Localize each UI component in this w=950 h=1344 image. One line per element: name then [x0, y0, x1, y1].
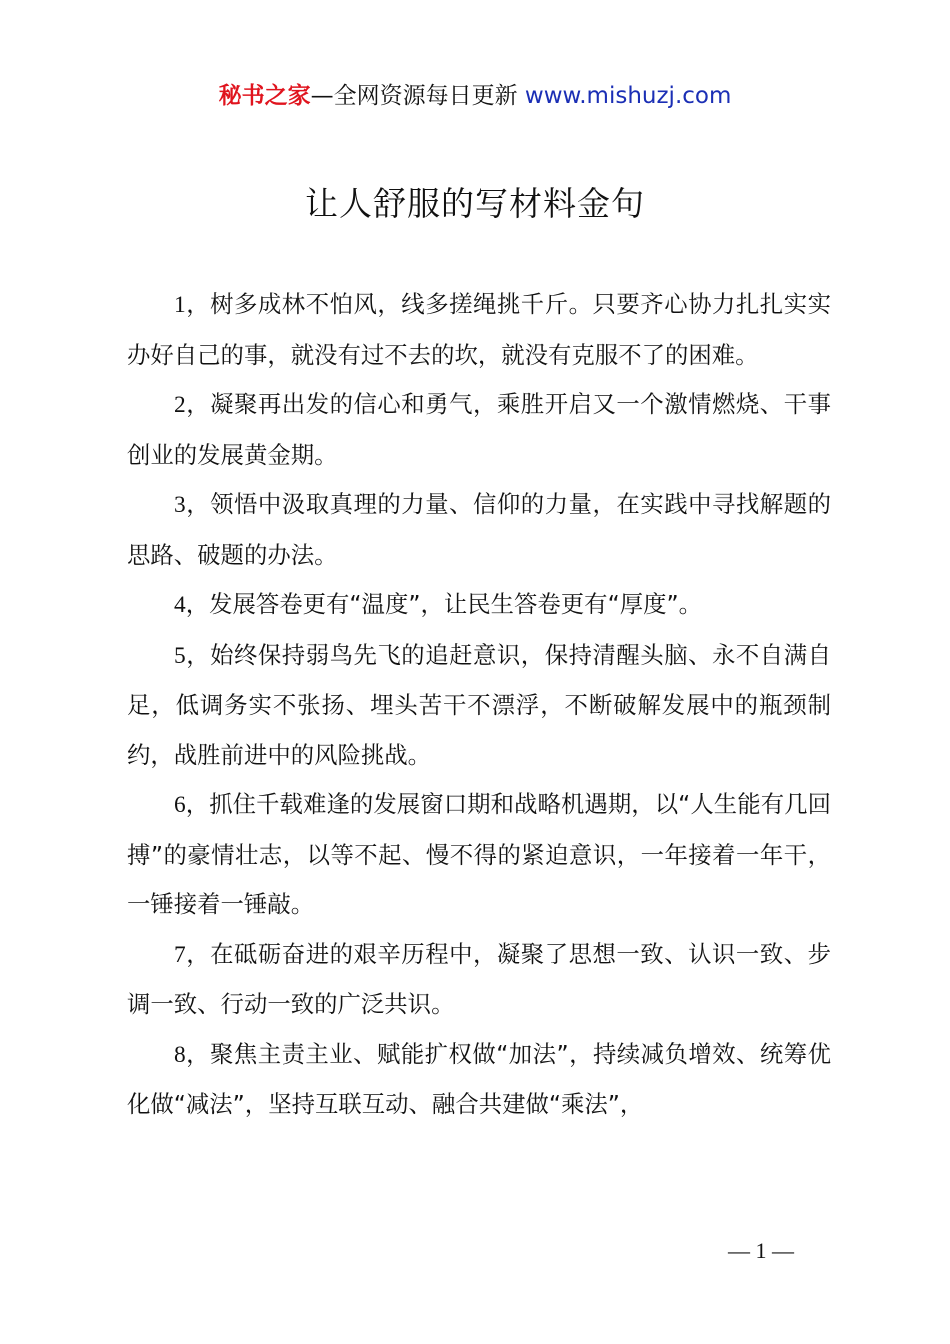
paragraph-text: ，始终保持弱鸟先飞的追赶意识，保持清醒头脑、永不自满自足，低调务实不张扬、埋头苦干不漂浮，不断破解发展中的瓶颈制约，战胜前进中的风险挑战。 [127, 640, 831, 769]
paragraph-text: ，抓住千载难逢的发展窗口期和战略机遇期，以“人生能有几回搏”的豪情壮志，以等不起、慢不得的紧迫意识，一年接着一年干，一锤接着一锤敲。 [127, 790, 831, 918]
paragraph-text: ，发展答卷更有“温度”，让民生答卷更有“厚度”。 [185, 590, 702, 618]
paragraph-number: 7 [174, 941, 186, 968]
document-title: 让人舒服的写材料金句 [305, 184, 645, 223]
paragraph-number: 2 [174, 392, 186, 418]
paragraph-text: ，在砥砺奋进的艰辛历程中，凝聚了思想一致、认识一致、步调一致、行动一致的广泛共识。 [127, 939, 831, 1018]
paragraph-text: ，凝聚再出发的信心和勇气，乘胜开启又一个激情燃烧、干事创业的发展黄金期。 [127, 390, 831, 469]
paragraph [127, 930, 831, 1030]
paragraph-number: 5 [174, 642, 186, 669]
paragraph-text: ，领悟中汲取真理的力量、信仰的力量，在实践中寻找解题的思路、破题的办法。 [127, 490, 831, 569]
paragraph [127, 780, 831, 930]
paragraph [127, 280, 831, 380]
document-body [127, 280, 831, 1130]
brand-name: 秘书之家 [218, 83, 311, 109]
paragraph [127, 631, 831, 781]
paragraph-number: 1 [174, 292, 186, 318]
site-url[interactable]: www.mishuzj.com [524, 83, 732, 109]
paragraph [127, 1030, 831, 1130]
paragraph [127, 480, 831, 580]
paragraph-text: ，聚焦主责主业、赋能扩权做“加法”，持续减负增效、统筹优化做“减法”，坚持互联互动、融合共建做“乘法”， [127, 1039, 831, 1118]
paragraph-number: 8 [174, 1041, 186, 1068]
paragraph-text: ，树多成林不怕风，线多搓绳挑千斤。只要齐心协力扎扎实实办好自己的事，就没有过不去的坎，就没有克服不了的困难。 [127, 290, 831, 369]
paragraph [127, 380, 831, 480]
site-banner [0, 80, 950, 112]
page-number: — 1 — [728, 1238, 794, 1263]
banner-tagline: —全网资源每日更新 [310, 83, 525, 109]
paragraph-number: 4 [174, 592, 186, 618]
paragraph-number: 6 [174, 792, 186, 818]
paragraph [127, 580, 831, 631]
paragraph-number: 3 [174, 492, 186, 518]
